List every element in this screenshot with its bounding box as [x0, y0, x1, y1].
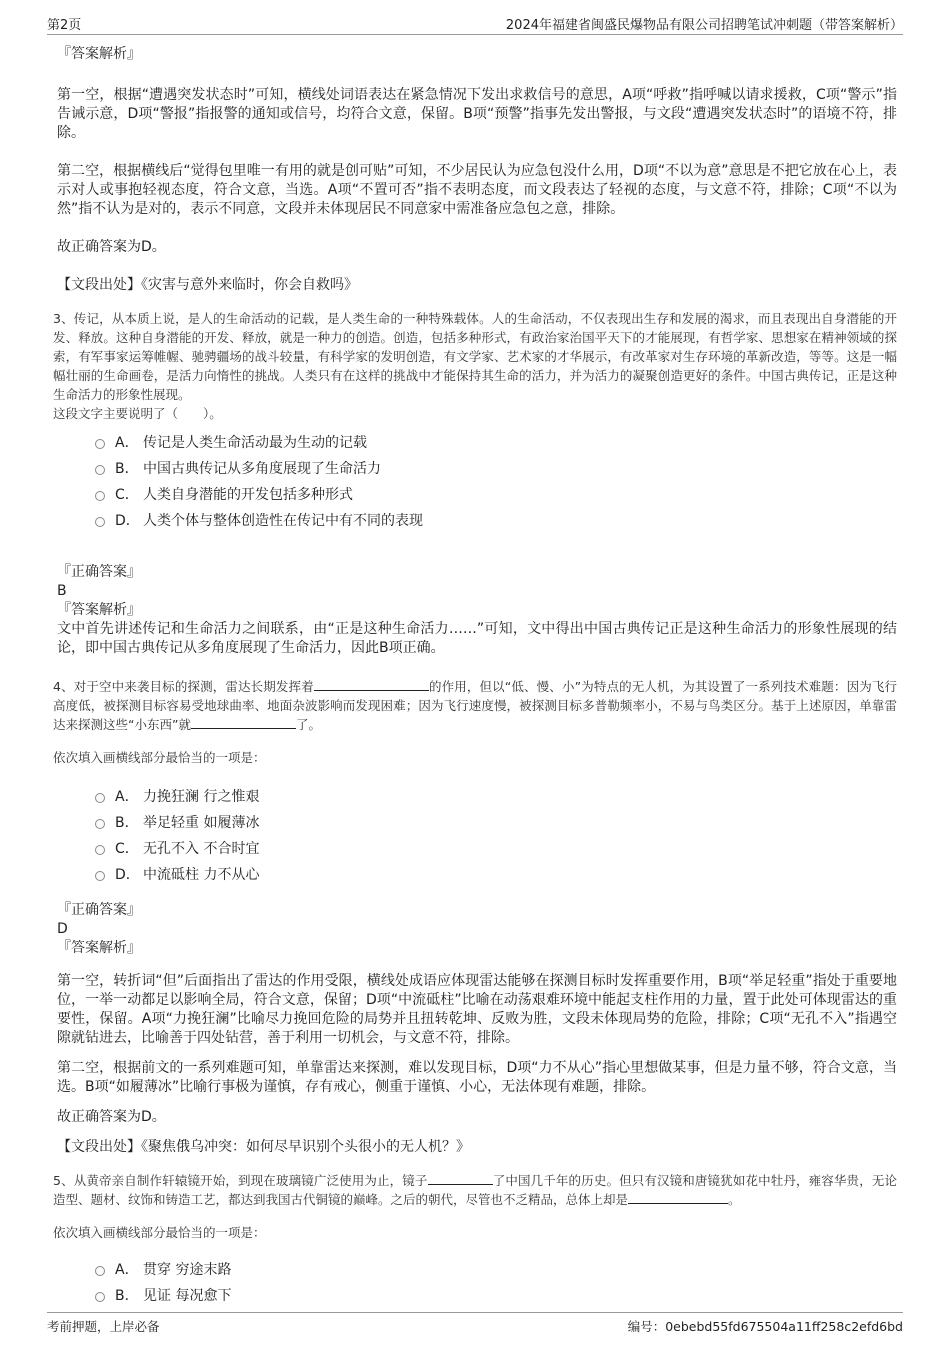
- q5-option-a[interactable]: A． 贯穿 穷途末路: [95, 1256, 897, 1282]
- radio-icon[interactable]: [95, 819, 105, 829]
- q3-option-b[interactable]: B． 中国古典传记从多角度展现了生命活力: [95, 455, 897, 481]
- radio-icon[interactable]: [95, 439, 105, 449]
- radio-icon[interactable]: [95, 517, 105, 527]
- page-content: [53, 44, 897, 1308]
- document-code: 编号：0ebebd55fd675504a11ff258c2efd6bd: [627, 1319, 903, 1334]
- q3-analysis-label: 『答案解析』: [57, 602, 141, 618]
- q4-source: 【文段出处】《聚焦俄乌冲突：如何尽早识别个头很小的无人机？》: [57, 1139, 470, 1155]
- document-title: 2024年福建省闽盛民爆物品有限公司招聘笔试冲刺题（带答案解析）: [505, 18, 903, 33]
- q5-options: [95, 1256, 897, 1308]
- analysis-label: 『答案解析』: [57, 46, 141, 62]
- q4-option-d[interactable]: D． 中流砥柱 力不从心: [95, 861, 897, 887]
- q3-option-d[interactable]: D． 人类个体与整体创造性在传记中有不同的表现: [95, 507, 897, 533]
- q4-analysis-first-blank: 第一空，转折词“但”后面指出了雷达的作用受限，横线处成语应体现雷达能够在探测目标时发挥重要作用，B项“举足轻重”指处于重要地位，一举一动都足以影响全局，符合文意，保留；D项“中流砥柱”比喻在动荡艰难环境中能起支柱作用的力量，置于此处可体现雷达的重要性，保留。A项“力挽狂澜”比喻尽力挽回危险的局势并且扭转乾坤、反败为胜，文段未体现局势的危险，排除；C项“无孔不入”指遇空隙就钻进去，比喻善于四处钻营，善于利用一切机会，与文意不符，排除。: [57, 973, 897, 1046]
- radio-icon[interactable]: [95, 1292, 105, 1302]
- q3-stem: 3、传记，从本质上说，是人的生命活动的记载，是人类生命的一种特殊载体。人的生命活动，不仅表现出生存和发展的渴求，而且表现出自身潜能的开发、释放。这种自身潜能的开发、释放，就是一种力的创造。创造，包括多种形式，有政治家治国平天下的才能展现，有哲学家、思想家在精神领域的探索，有军事家运筹帷幄、驰骋疆场的战斗较量，有科学家的发明创造，有文学家、艺术家的才华展示，有改革家对生存环境的革新改造，等等。这是一幅幅壮丽的生命画卷，是活力向惰性的挑战。人类只有在这样的挑战中才能保持其生命的活力，并为活力的凝聚创造更好的条件。中国古典传记，正是这种生命活力的形象性展现。: [53, 311, 897, 402]
- q4-answer-value: D: [57, 921, 68, 937]
- q3-option-c[interactable]: C． 人类自身潜能的开发包括多种形式: [95, 481, 897, 507]
- blank-line: [191, 715, 296, 729]
- q4-analysis-label: 『答案解析』: [57, 940, 141, 956]
- q3-options: [95, 429, 897, 533]
- prev-analysis-first-blank: 第一空，根据“遭遇突发状态时”可知，横线处词语表达在紧急情况下发出求救信号的意思，A项“呼救”指呼喊以请求援救，C项“警示”指告诫示意，D项“警报”指报警的通知或信号，均符合文意，保留。B项“预警”指事先发出警报，与文段“遭遇突发状态时”的语境不符，排除。: [57, 87, 897, 141]
- q3-correct-answer-label: 『正确答案』: [57, 564, 141, 580]
- q3-answer-value: B: [57, 583, 67, 599]
- q4-conclusion: 故正确答案为D。: [57, 1109, 166, 1125]
- radio-icon[interactable]: [95, 1266, 105, 1276]
- q3-option-a[interactable]: A． 传记是人类生命活动最为生动的记载: [95, 429, 897, 455]
- radio-icon[interactable]: [95, 871, 105, 881]
- q4-fill-prompt: 依次填入画横线部分最恰当的一项是：: [53, 750, 266, 765]
- q4-correct-answer-label: 『正确答案』: [57, 902, 141, 918]
- q4-option-a[interactable]: A． 力挽狂澜 行之惟艰: [95, 783, 897, 809]
- page-header: [47, 12, 903, 35]
- radio-icon[interactable]: [95, 793, 105, 803]
- prev-conclusion: 故正确答案为D。: [57, 239, 166, 255]
- blank-line: [428, 1171, 493, 1185]
- q5-stem: 5、从黄帝亲自制作轩辕镜开始，到现在玻璃镜广泛使用为止，镜子 了中国几千年的历史。但只有汉镜和唐镜犹如花中牡丹，雍容华贵，无论造型、题材、纹饰和铸造工艺，都达到我国古代铜镜的巅峰。之后的朝代，尽管也不乏精品，总体上却是 。: [53, 1173, 897, 1207]
- q5-fill-prompt: 依次填入画横线部分最恰当的一项是：: [53, 1225, 266, 1240]
- q5-option-b[interactable]: B． 见证 每况愈下: [95, 1282, 897, 1308]
- q3-question: 这段文字主要说明了（ ）。: [53, 406, 222, 421]
- blank-line: [628, 1190, 728, 1204]
- prev-analysis-second-blank: 第二空，根据横线后“觉得包里唯一有用的就是创可贴”可知，不少居民认为应急包没什么用，D项“不以为意”意思是不把它放在心上，表示对人或事抱轻视态度，符合文意，当选。A项“不置可否”指不表明态度，而文段表达了轻视的态度，与文意不符，排除；C项“不以为然”指不认为是对的，表示不同意，文段并未体现居民不同意家中需准备应急包之意，排除。: [57, 163, 897, 217]
- q4-stem: 4、对于空中来袭目标的探测，雷达长期发挥着 的作用，但以“低、慢、小”为特点的无人机，为其设置了一系列技术难题：因为飞行高度低，被探测目标容易受地球曲率、地面杂波影响而发现困难；因为飞行速度慢，被探测目标多普勒频率小，不易与鸟类区分。基于上述原因，单靠雷达来探测这些“小东西”就 了。: [53, 679, 897, 732]
- q4-options: [95, 783, 897, 887]
- blank-line: [314, 677, 429, 691]
- radio-icon[interactable]: [95, 465, 105, 475]
- footer-slogan: 考前押题，上岸必备: [47, 1319, 160, 1334]
- page-footer: [47, 1312, 903, 1341]
- q4-option-b[interactable]: B． 举足轻重 如履薄冰: [95, 809, 897, 835]
- q4-option-c[interactable]: C． 无孔不入 不合时宜: [95, 835, 897, 861]
- prev-source: 【文段出处】《灾害与意外来临时，你会自救吗》: [57, 277, 358, 293]
- radio-icon[interactable]: [95, 491, 105, 501]
- radio-icon[interactable]: [95, 845, 105, 855]
- q3-analysis: 文中首先讲述传记和生命活力之间联系，由“正是这种生命活力……”可知，文中得出中国古典传记正是这种生命活力的形象性展现的结论，即中国古典传记从多角度展现了生命活力，因此B项正确。: [57, 621, 897, 656]
- page-number: 第2页: [47, 18, 82, 33]
- q4-analysis-second-blank: 第二空，根据前文的一系列难题可知，单靠雷达来探测，难以发现目标，D项“力不从心”指心里想做某事，但是力量不够，符合文意，当选。B项“如履薄冰”比喻行事极为谨慎，存有戒心，侧重于谨慎、小心，无法体现有难题，排除。: [57, 1060, 897, 1095]
